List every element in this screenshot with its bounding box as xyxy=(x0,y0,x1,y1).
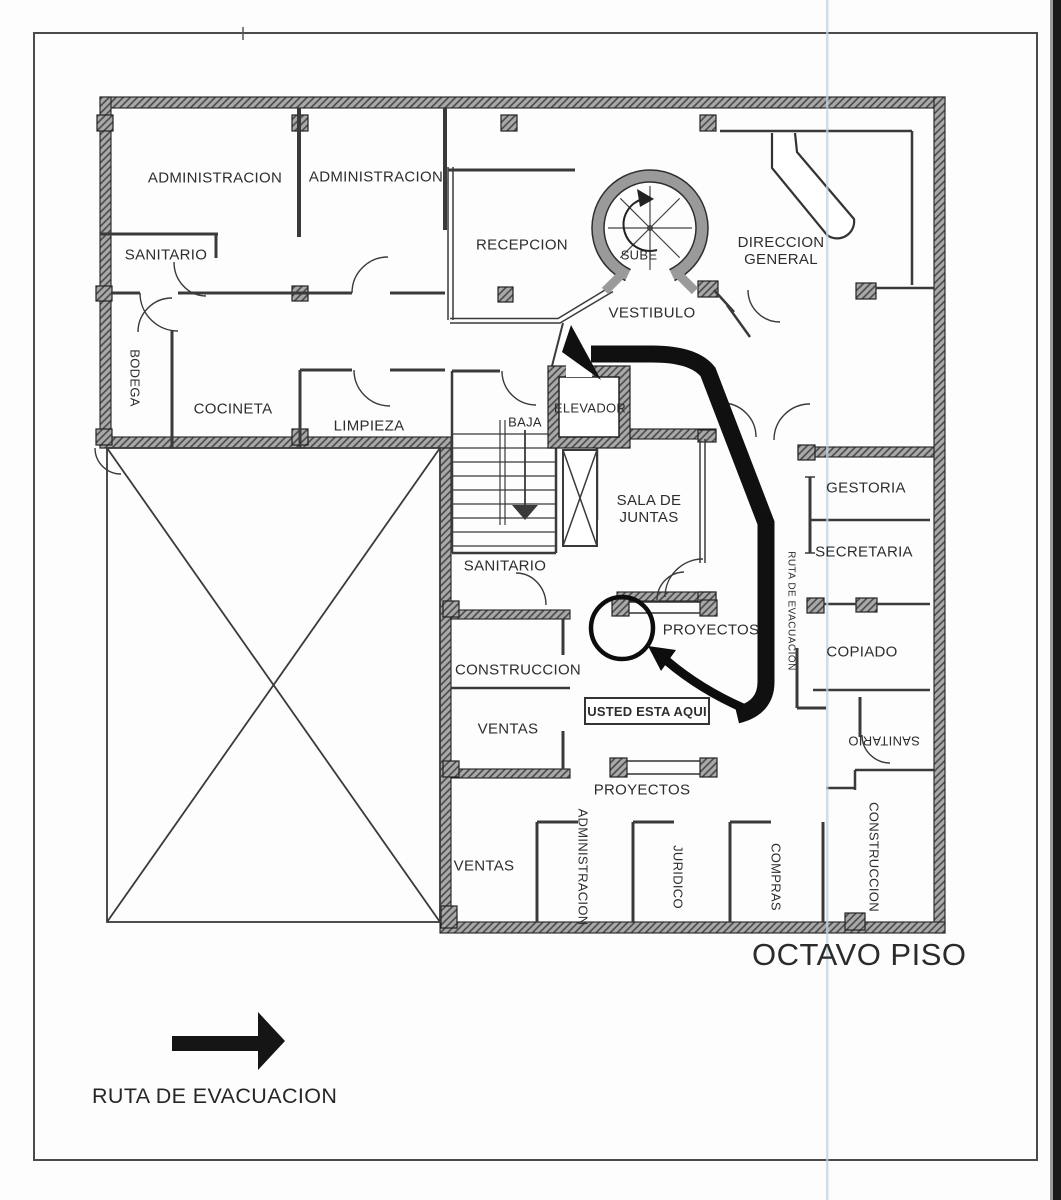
you-are-here-box xyxy=(584,697,710,725)
room-label-secretaria: SECRETARIA xyxy=(815,543,913,561)
room-label-administracion-nw: ADMINISTRACION xyxy=(147,169,283,187)
room-label-construccion-center: CONSTRUCCION xyxy=(454,661,582,679)
room-label-baja: BAJA xyxy=(508,414,542,430)
room-label-proyectos-s: PROYECTOS xyxy=(593,781,691,799)
room-label-direccion-general: DIRECCION GENERAL xyxy=(737,233,825,268)
spiral-staircase xyxy=(592,170,708,291)
room-label-ventas-center: VENTAS xyxy=(477,720,539,738)
room-label-cocineta: COCINETA xyxy=(193,400,273,418)
room-label-recepcion: RECEPCION xyxy=(476,236,568,254)
room-label-gestoria: GESTORIA xyxy=(826,479,906,497)
scanner-edge-gray xyxy=(1050,0,1053,1200)
service-shaft xyxy=(563,450,597,546)
stair-up-arrow-icon xyxy=(637,189,654,207)
room-label-administracion-s: ADMINISTRACION xyxy=(575,808,591,926)
room-label-proyectos-n: PROYECTOS xyxy=(662,621,760,639)
room-label-vestibulo: VESTIBULO xyxy=(608,304,696,322)
room-label-limpieza: LIMPIEZA xyxy=(333,417,405,435)
room-label-sanitario-se: SANITARIO xyxy=(848,733,920,749)
room-label-construccion-se: CONSTRUCCION xyxy=(866,802,882,912)
room-label-sanitario-center: SANITARIO xyxy=(463,557,547,575)
staircase-baja xyxy=(452,420,556,546)
room-label-ventas-sw: VENTAS xyxy=(453,857,515,875)
room-label-elevador: ELEVADOR xyxy=(553,400,627,416)
interior-walls xyxy=(100,108,934,922)
room-label-copiado: COPIADO xyxy=(826,643,898,661)
room-label-administracion-n: ADMINISTRACION xyxy=(308,168,444,186)
direccion-general-ramp xyxy=(772,133,854,238)
scan-line xyxy=(826,0,829,1200)
room-label-juridico: JURIDICO xyxy=(670,845,686,909)
route-label-vertical: RUTA DE EVACUACION xyxy=(785,551,797,671)
page-border xyxy=(34,27,1037,1160)
room-label-sanitario-nw: SANITARIO xyxy=(124,246,208,264)
x-void-area xyxy=(107,448,440,922)
you-are-here-text: USTED ESTA AQUI xyxy=(587,703,707,719)
room-label-compras: COMPRAS xyxy=(768,843,784,911)
legend-arrow-icon xyxy=(172,1012,285,1070)
room-label-bodega: BODEGA xyxy=(127,349,143,407)
legend-label: RUTA DE EVACUACION xyxy=(92,1084,338,1108)
scanner-edge-band xyxy=(1053,0,1061,1200)
floor-title: OCTAVO PISO xyxy=(752,937,967,972)
room-label-sala-de-juntas: SALA DE JUNTAS xyxy=(616,491,682,526)
room-label-sube: SUBE xyxy=(620,247,658,263)
